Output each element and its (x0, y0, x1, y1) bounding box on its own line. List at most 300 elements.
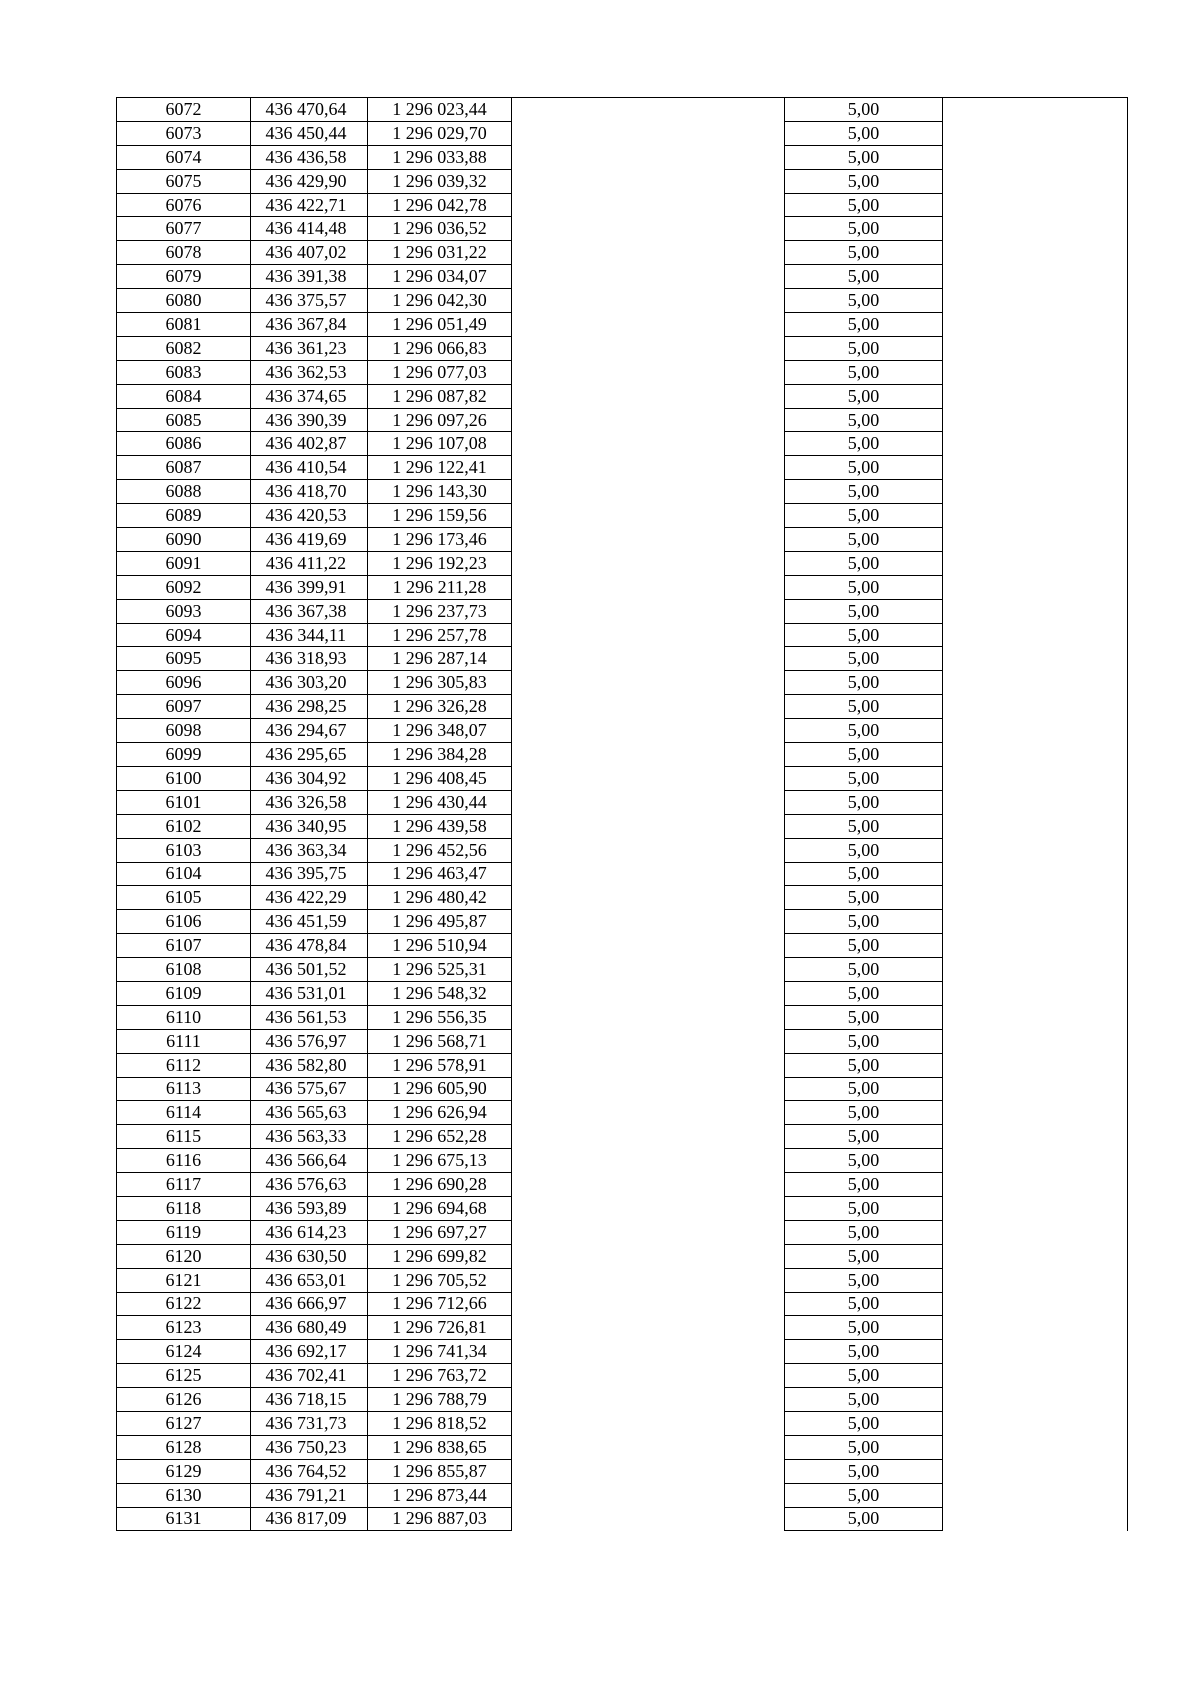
empty-cell (512, 886, 785, 910)
point-number-cell: 6085 (117, 408, 251, 432)
point-number-cell: 6101 (117, 790, 251, 814)
empty-cell (943, 360, 1128, 384)
y-coordinate-cell: 1 296 107,08 (368, 432, 512, 456)
x-coordinate-cell: 436 362,53 (251, 360, 368, 384)
x-coordinate-cell: 436 563,33 (251, 1125, 368, 1149)
empty-cell (512, 1483, 785, 1507)
table-row (117, 910, 1128, 934)
value-cell: 5,00 (785, 766, 943, 790)
value-cell: 5,00 (785, 1268, 943, 1292)
y-coordinate-cell: 1 296 173,46 (368, 528, 512, 552)
point-number-cell: 6115 (117, 1125, 251, 1149)
empty-cell (943, 504, 1128, 528)
x-coordinate-cell: 436 390,39 (251, 408, 368, 432)
empty-cell (512, 981, 785, 1005)
value-cell: 5,00 (785, 432, 943, 456)
table-row (117, 1459, 1128, 1483)
y-coordinate-cell: 1 296 042,30 (368, 289, 512, 313)
empty-cell (512, 910, 785, 934)
empty-cell (512, 336, 785, 360)
x-coordinate-cell: 436 531,01 (251, 981, 368, 1005)
point-number-cell: 6129 (117, 1459, 251, 1483)
x-coordinate-cell: 436 478,84 (251, 934, 368, 958)
empty-cell (512, 98, 785, 122)
point-number-cell: 6089 (117, 504, 251, 528)
empty-cell (943, 719, 1128, 743)
value-cell: 5,00 (785, 1459, 943, 1483)
table-row (117, 671, 1128, 695)
value-cell: 5,00 (785, 1340, 943, 1364)
x-coordinate-cell: 436 501,52 (251, 958, 368, 982)
empty-cell (512, 1292, 785, 1316)
y-coordinate-cell: 1 296 430,44 (368, 790, 512, 814)
y-coordinate-cell: 1 296 525,31 (368, 958, 512, 982)
value-cell: 5,00 (785, 910, 943, 934)
y-coordinate-cell: 1 296 031,22 (368, 241, 512, 265)
empty-cell (943, 121, 1128, 145)
x-coordinate-cell: 436 363,34 (251, 838, 368, 862)
x-coordinate-cell: 436 451,59 (251, 910, 368, 934)
empty-cell (943, 1149, 1128, 1173)
table-row (117, 551, 1128, 575)
empty-cell (512, 480, 785, 504)
value-cell: 5,00 (785, 1411, 943, 1435)
empty-cell (512, 1220, 785, 1244)
value-cell: 5,00 (785, 480, 943, 504)
y-coordinate-cell: 1 296 097,26 (368, 408, 512, 432)
point-number-cell: 6104 (117, 862, 251, 886)
y-coordinate-cell: 1 296 873,44 (368, 1483, 512, 1507)
value-cell: 5,00 (785, 1483, 943, 1507)
empty-cell (512, 1244, 785, 1268)
x-coordinate-cell: 436 410,54 (251, 456, 368, 480)
table-row (117, 1053, 1128, 1077)
empty-cell (512, 1029, 785, 1053)
table-body (117, 98, 1128, 1531)
empty-cell (512, 1364, 785, 1388)
y-coordinate-cell: 1 296 408,45 (368, 766, 512, 790)
value-cell: 5,00 (785, 814, 943, 838)
value-cell: 5,00 (785, 671, 943, 695)
y-coordinate-cell: 1 296 051,49 (368, 313, 512, 337)
point-number-cell: 6088 (117, 480, 251, 504)
table-row (117, 241, 1128, 265)
y-coordinate-cell: 1 296 122,41 (368, 456, 512, 480)
point-number-cell: 6081 (117, 313, 251, 337)
y-coordinate-cell: 1 296 143,30 (368, 480, 512, 504)
value-cell: 5,00 (785, 1244, 943, 1268)
x-coordinate-cell: 436 295,65 (251, 743, 368, 767)
y-coordinate-cell: 1 296 568,71 (368, 1029, 512, 1053)
value-cell: 5,00 (785, 1364, 943, 1388)
x-coordinate-cell: 436 680,49 (251, 1316, 368, 1340)
x-coordinate-cell: 436 692,17 (251, 1340, 368, 1364)
empty-cell (512, 1507, 785, 1531)
point-number-cell: 6119 (117, 1220, 251, 1244)
x-coordinate-cell: 436 718,15 (251, 1388, 368, 1412)
x-coordinate-cell: 436 436,58 (251, 145, 368, 169)
table-row (117, 575, 1128, 599)
empty-cell (512, 958, 785, 982)
empty-cell (943, 1364, 1128, 1388)
y-coordinate-cell: 1 296 605,90 (368, 1077, 512, 1101)
empty-cell (512, 1053, 785, 1077)
y-coordinate-cell: 1 296 463,47 (368, 862, 512, 886)
y-coordinate-cell: 1 296 287,14 (368, 647, 512, 671)
table-row (117, 313, 1128, 337)
coordinates-table (116, 97, 1128, 1531)
point-number-cell: 6117 (117, 1173, 251, 1197)
empty-cell (943, 671, 1128, 695)
x-coordinate-cell: 436 731,73 (251, 1411, 368, 1435)
empty-cell (512, 432, 785, 456)
table-row (117, 1173, 1128, 1197)
point-number-cell: 6110 (117, 1005, 251, 1029)
empty-cell (943, 575, 1128, 599)
point-number-cell: 6121 (117, 1268, 251, 1292)
y-coordinate-cell: 1 296 439,58 (368, 814, 512, 838)
empty-cell (943, 934, 1128, 958)
empty-cell (943, 432, 1128, 456)
y-coordinate-cell: 1 296 305,83 (368, 671, 512, 695)
empty-cell (943, 1005, 1128, 1029)
empty-cell (512, 1388, 785, 1412)
empty-cell (512, 551, 785, 575)
x-coordinate-cell: 436 575,67 (251, 1077, 368, 1101)
table-row (117, 934, 1128, 958)
point-number-cell: 6098 (117, 719, 251, 743)
y-coordinate-cell: 1 296 452,56 (368, 838, 512, 862)
empty-cell (512, 265, 785, 289)
point-number-cell: 6100 (117, 766, 251, 790)
point-number-cell: 6080 (117, 289, 251, 313)
y-coordinate-cell: 1 296 257,78 (368, 623, 512, 647)
value-cell: 5,00 (785, 647, 943, 671)
table-row (117, 98, 1128, 122)
table-row (117, 838, 1128, 862)
table-row (117, 1125, 1128, 1149)
empty-cell (943, 790, 1128, 814)
y-coordinate-cell: 1 296 712,66 (368, 1292, 512, 1316)
y-coordinate-cell: 1 296 788,79 (368, 1388, 512, 1412)
empty-cell (512, 934, 785, 958)
y-coordinate-cell: 1 296 034,07 (368, 265, 512, 289)
table-row (117, 1292, 1128, 1316)
value-cell: 5,00 (785, 217, 943, 241)
point-number-cell: 6109 (117, 981, 251, 1005)
x-coordinate-cell: 436 561,53 (251, 1005, 368, 1029)
empty-cell (512, 647, 785, 671)
point-number-cell: 6118 (117, 1196, 251, 1220)
y-coordinate-cell: 1 296 741,34 (368, 1340, 512, 1364)
table-row (117, 743, 1128, 767)
y-coordinate-cell: 1 296 578,91 (368, 1053, 512, 1077)
empty-cell (943, 551, 1128, 575)
table-row (117, 1364, 1128, 1388)
table-row (117, 958, 1128, 982)
table-row (117, 1149, 1128, 1173)
empty-cell (943, 384, 1128, 408)
x-coordinate-cell: 436 298,25 (251, 695, 368, 719)
empty-cell (943, 743, 1128, 767)
y-coordinate-cell: 1 296 039,32 (368, 169, 512, 193)
empty-cell (512, 838, 785, 862)
value-cell: 5,00 (785, 1029, 943, 1053)
point-number-cell: 6076 (117, 193, 251, 217)
empty-cell (943, 456, 1128, 480)
empty-cell (943, 408, 1128, 432)
point-number-cell: 6078 (117, 241, 251, 265)
value-cell: 5,00 (785, 1316, 943, 1340)
value-cell: 5,00 (785, 1435, 943, 1459)
empty-cell (512, 862, 785, 886)
empty-cell (512, 1268, 785, 1292)
empty-cell (512, 1459, 785, 1483)
y-coordinate-cell: 1 296 855,87 (368, 1459, 512, 1483)
empty-cell (943, 528, 1128, 552)
point-number-cell: 6105 (117, 886, 251, 910)
empty-cell (512, 599, 785, 623)
table-row (117, 456, 1128, 480)
x-coordinate-cell: 436 318,93 (251, 647, 368, 671)
point-number-cell: 6127 (117, 1411, 251, 1435)
empty-cell (943, 910, 1128, 934)
y-coordinate-cell: 1 296 763,72 (368, 1364, 512, 1388)
empty-cell (943, 289, 1128, 313)
point-number-cell: 6082 (117, 336, 251, 360)
y-coordinate-cell: 1 296 066,83 (368, 336, 512, 360)
value-cell: 5,00 (785, 384, 943, 408)
empty-cell (943, 814, 1128, 838)
empty-cell (943, 623, 1128, 647)
table-row (117, 1101, 1128, 1125)
x-coordinate-cell: 436 418,70 (251, 480, 368, 504)
table-row (117, 384, 1128, 408)
x-coordinate-cell: 436 340,95 (251, 814, 368, 838)
value-cell: 5,00 (785, 1053, 943, 1077)
empty-cell (943, 862, 1128, 886)
x-coordinate-cell: 436 294,67 (251, 719, 368, 743)
table-row (117, 432, 1128, 456)
point-number-cell: 6120 (117, 1244, 251, 1268)
value-cell: 5,00 (785, 599, 943, 623)
x-coordinate-cell: 436 791,21 (251, 1483, 368, 1507)
value-cell: 5,00 (785, 695, 943, 719)
x-coordinate-cell: 436 361,23 (251, 336, 368, 360)
empty-cell (943, 1435, 1128, 1459)
value-cell: 5,00 (785, 1220, 943, 1244)
table-row (117, 121, 1128, 145)
empty-cell (943, 766, 1128, 790)
x-coordinate-cell: 436 565,63 (251, 1101, 368, 1125)
x-coordinate-cell: 436 653,01 (251, 1268, 368, 1292)
y-coordinate-cell: 1 296 042,78 (368, 193, 512, 217)
value-cell: 5,00 (785, 1101, 943, 1125)
point-number-cell: 6077 (117, 217, 251, 241)
empty-cell (943, 1220, 1128, 1244)
x-coordinate-cell: 436 391,38 (251, 265, 368, 289)
y-coordinate-cell: 1 296 818,52 (368, 1411, 512, 1435)
empty-cell (512, 217, 785, 241)
point-number-cell: 6090 (117, 528, 251, 552)
y-coordinate-cell: 1 296 029,70 (368, 121, 512, 145)
x-coordinate-cell: 436 817,09 (251, 1507, 368, 1531)
value-cell: 5,00 (785, 1196, 943, 1220)
point-number-cell: 6095 (117, 647, 251, 671)
empty-cell (943, 1173, 1128, 1197)
table-row (117, 695, 1128, 719)
empty-cell (512, 814, 785, 838)
empty-cell (943, 1340, 1128, 1364)
y-coordinate-cell: 1 296 699,82 (368, 1244, 512, 1268)
table-row (117, 1483, 1128, 1507)
x-coordinate-cell: 436 411,22 (251, 551, 368, 575)
value-cell: 5,00 (785, 719, 943, 743)
empty-cell (943, 1316, 1128, 1340)
table-row (117, 528, 1128, 552)
point-number-cell: 6079 (117, 265, 251, 289)
y-coordinate-cell: 1 296 690,28 (368, 1173, 512, 1197)
x-coordinate-cell: 436 420,53 (251, 504, 368, 528)
y-coordinate-cell: 1 296 626,94 (368, 1101, 512, 1125)
table-row (117, 1029, 1128, 1053)
value-cell: 5,00 (785, 1507, 943, 1531)
value-cell: 5,00 (785, 289, 943, 313)
value-cell: 5,00 (785, 623, 943, 647)
empty-cell (512, 790, 785, 814)
value-cell: 5,00 (785, 98, 943, 122)
empty-cell (512, 504, 785, 528)
x-coordinate-cell: 436 666,97 (251, 1292, 368, 1316)
point-number-cell: 6128 (117, 1435, 251, 1459)
point-number-cell: 6124 (117, 1340, 251, 1364)
table-row (117, 265, 1128, 289)
x-coordinate-cell: 436 702,41 (251, 1364, 368, 1388)
empty-cell (943, 1268, 1128, 1292)
empty-cell (943, 313, 1128, 337)
table-row (117, 1388, 1128, 1412)
empty-cell (512, 766, 785, 790)
y-coordinate-cell: 1 296 159,56 (368, 504, 512, 528)
empty-cell (943, 1196, 1128, 1220)
x-coordinate-cell: 436 630,50 (251, 1244, 368, 1268)
point-number-cell: 6099 (117, 743, 251, 767)
y-coordinate-cell: 1 296 548,32 (368, 981, 512, 1005)
value-cell: 5,00 (785, 790, 943, 814)
table-row (117, 814, 1128, 838)
empty-cell (512, 623, 785, 647)
x-coordinate-cell: 436 367,84 (251, 313, 368, 337)
value-cell: 5,00 (785, 1388, 943, 1412)
empty-cell (943, 193, 1128, 217)
table-row (117, 289, 1128, 313)
point-number-cell: 6113 (117, 1077, 251, 1101)
empty-cell (943, 1244, 1128, 1268)
empty-cell (512, 1077, 785, 1101)
empty-cell (512, 456, 785, 480)
point-number-cell: 6106 (117, 910, 251, 934)
y-coordinate-cell: 1 296 077,03 (368, 360, 512, 384)
y-coordinate-cell: 1 296 705,52 (368, 1268, 512, 1292)
point-number-cell: 6093 (117, 599, 251, 623)
value-cell: 5,00 (785, 1292, 943, 1316)
y-coordinate-cell: 1 296 480,42 (368, 886, 512, 910)
empty-cell (512, 384, 785, 408)
value-cell: 5,00 (785, 551, 943, 575)
y-coordinate-cell: 1 296 348,07 (368, 719, 512, 743)
table-row (117, 408, 1128, 432)
table-row (117, 766, 1128, 790)
empty-cell (943, 1125, 1128, 1149)
empty-cell (943, 647, 1128, 671)
table-row (117, 480, 1128, 504)
empty-cell (512, 1005, 785, 1029)
empty-cell (943, 169, 1128, 193)
empty-cell (512, 695, 785, 719)
value-cell: 5,00 (785, 575, 943, 599)
table-row (117, 1244, 1128, 1268)
point-number-cell: 6097 (117, 695, 251, 719)
value-cell: 5,00 (785, 121, 943, 145)
point-number-cell: 6114 (117, 1101, 251, 1125)
y-coordinate-cell: 1 296 326,28 (368, 695, 512, 719)
point-number-cell: 6096 (117, 671, 251, 695)
x-coordinate-cell: 436 407,02 (251, 241, 368, 265)
value-cell: 5,00 (785, 981, 943, 1005)
empty-cell (512, 289, 785, 313)
value-cell: 5,00 (785, 958, 943, 982)
value-cell: 5,00 (785, 169, 943, 193)
table-row (117, 886, 1128, 910)
empty-cell (943, 1507, 1128, 1531)
value-cell: 5,00 (785, 743, 943, 767)
value-cell: 5,00 (785, 1005, 943, 1029)
empty-cell (512, 1149, 785, 1173)
value-cell: 5,00 (785, 313, 943, 337)
y-coordinate-cell: 1 296 495,87 (368, 910, 512, 934)
point-number-cell: 6094 (117, 623, 251, 647)
empty-cell (943, 480, 1128, 504)
point-number-cell: 6086 (117, 432, 251, 456)
table-row (117, 169, 1128, 193)
table-row (117, 360, 1128, 384)
value-cell: 5,00 (785, 193, 943, 217)
y-coordinate-cell: 1 296 192,23 (368, 551, 512, 575)
point-number-cell: 6092 (117, 575, 251, 599)
value-cell: 5,00 (785, 360, 943, 384)
empty-cell (943, 838, 1128, 862)
empty-cell (943, 981, 1128, 1005)
table-row (117, 193, 1128, 217)
empty-cell (512, 1173, 785, 1197)
y-coordinate-cell: 1 296 087,82 (368, 384, 512, 408)
value-cell: 5,00 (785, 528, 943, 552)
empty-cell (512, 1340, 785, 1364)
y-coordinate-cell: 1 296 023,44 (368, 98, 512, 122)
table-row (117, 145, 1128, 169)
x-coordinate-cell: 436 450,44 (251, 121, 368, 145)
x-coordinate-cell: 436 367,38 (251, 599, 368, 623)
empty-cell (943, 599, 1128, 623)
x-coordinate-cell: 436 566,64 (251, 1149, 368, 1173)
empty-cell (943, 1411, 1128, 1435)
empty-cell (943, 958, 1128, 982)
empty-cell (512, 528, 785, 552)
x-coordinate-cell: 436 326,58 (251, 790, 368, 814)
table-row (117, 623, 1128, 647)
y-coordinate-cell: 1 296 887,03 (368, 1507, 512, 1531)
point-number-cell: 6131 (117, 1507, 251, 1531)
